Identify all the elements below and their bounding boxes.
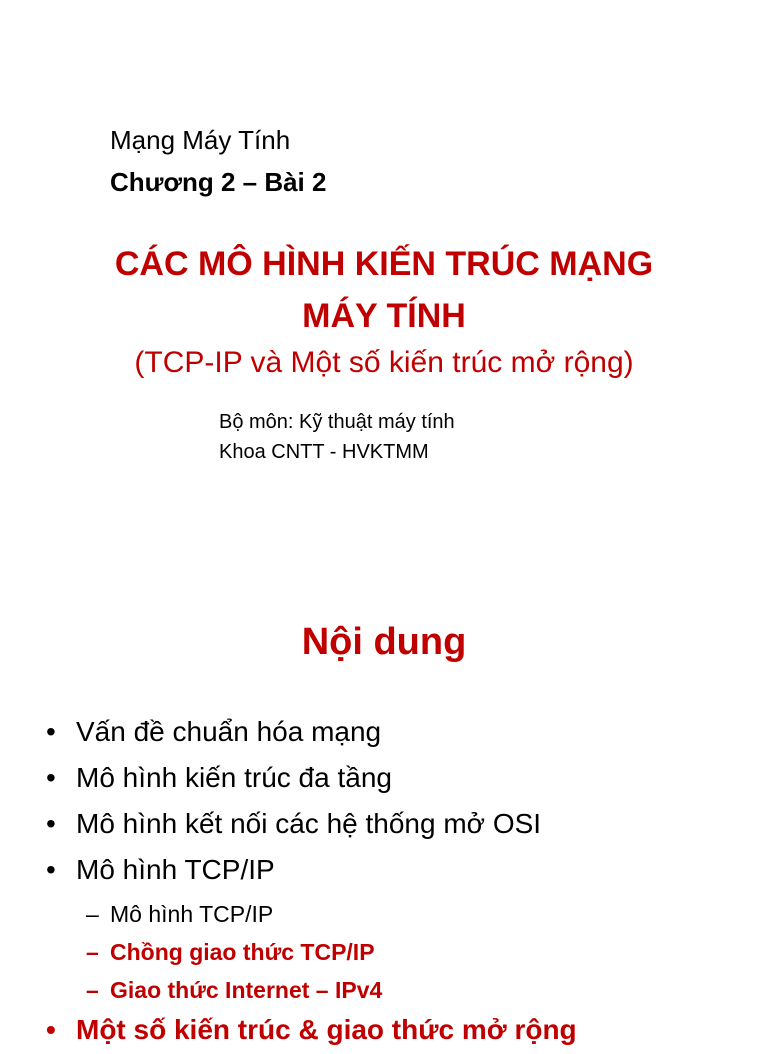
- chapter-title: Chương 2 – Bài 2: [110, 167, 327, 197]
- outline-slide: [0, 576, 768, 1045]
- outline-sub-item-text: Giao thức Internet – IPv4: [110, 977, 383, 1003]
- outline-heading: Nội dung: [301, 621, 467, 663]
- dash-icon: –: [86, 939, 99, 965]
- outline-sub-item-text: Mô hình TCP/IP: [110, 901, 274, 927]
- dash-icon: –: [86, 977, 99, 1003]
- course-title: Mạng Máy Tính: [110, 125, 291, 155]
- outline-list: [46, 710, 577, 1054]
- department-line: Bộ môn: Kỹ thuật máy tính: [219, 411, 455, 433]
- main-title-line-2: MÁY TÍNH: [302, 297, 466, 335]
- outline-item: [46, 710, 382, 756]
- dash-icon: –: [86, 901, 99, 927]
- outline-item: [46, 756, 392, 802]
- outline-item: [46, 848, 275, 894]
- outline-item-text: Mô hình kết nối các hệ thống mở OSI: [76, 808, 542, 839]
- outline-item: [46, 802, 542, 848]
- subtitle: (TCP-IP và Một số kiến trúc mở rộng): [134, 346, 634, 379]
- bullet-icon: •: [46, 716, 56, 747]
- outline-item-text: Vấn đề chuẩn hóa mạng: [76, 716, 382, 747]
- faculty-line: Khoa CNTT - HVKTMM: [219, 441, 429, 463]
- outline-item-text: Mô hình kiến trúc đa tầng: [76, 762, 392, 793]
- bullet-icon: •: [46, 854, 56, 885]
- bullet-icon: •: [46, 1014, 56, 1045]
- outline-sub-item-text: Chồng giao thức TCP/IP: [110, 939, 375, 965]
- bullet-icon: •: [46, 808, 56, 839]
- outline-item-text: Mô hình TCP/IP: [76, 854, 275, 885]
- outline-item-text: Một số kiến trúc & giao thức mở rộng: [76, 1014, 577, 1045]
- outline-item-highlighted: [46, 1008, 577, 1054]
- main-title-line-1: CÁC MÔ HÌNH KIẾN TRÚC MẠNG: [114, 245, 654, 283]
- bullet-icon: •: [46, 762, 56, 793]
